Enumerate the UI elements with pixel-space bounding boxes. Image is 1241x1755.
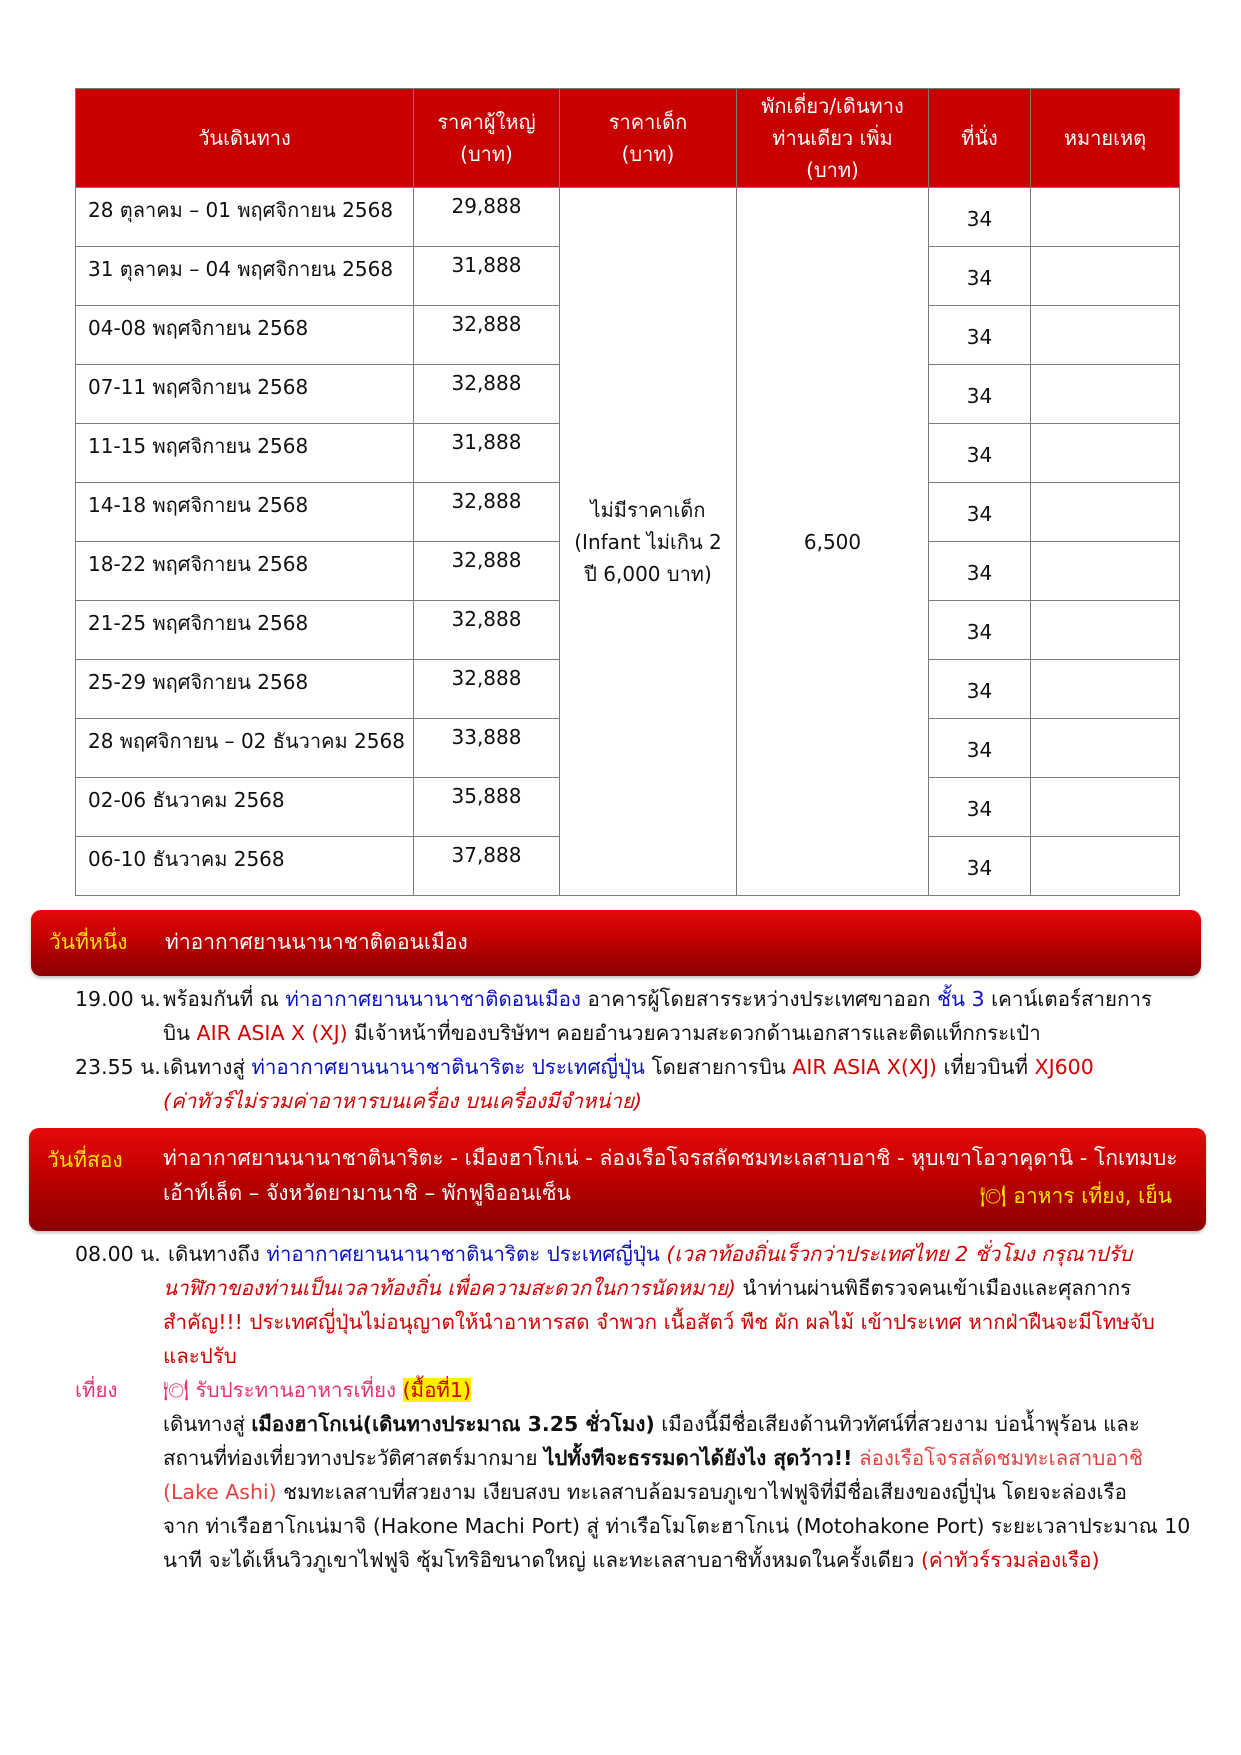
- remark: [1031, 660, 1180, 719]
- seats: 34: [929, 778, 1031, 837]
- day2-time-1: 08.00 น.: [75, 1242, 161, 1266]
- remark: [1031, 247, 1180, 306]
- header-single-supplement: พักเดี่ยว/เดินทาง ท่านเดียว เพิ่ม (บาท): [737, 89, 929, 188]
- day2-entry-1-line-3: สำคัญ!!! ประเทศญี่ปุ่นไม่อนุญาตให้นำอาหารสด จำพวก เนื้อสัตว์ พืช ผัก ผลไม้ เข้าประเทศ หากฝ่าฝืนจะมีโทษจับ: [163, 1310, 1155, 1334]
- header-date: วันเดินทาง: [76, 89, 414, 188]
- day2-meals: 🍽 อาหาร เที่ยง, เย็น: [979, 1184, 1172, 1208]
- remark: [1031, 601, 1180, 660]
- seats: 34: [929, 660, 1031, 719]
- day1-time-2: 23.55 น.: [75, 1055, 161, 1079]
- remark: [1031, 837, 1180, 896]
- remark: [1031, 306, 1180, 365]
- remark: [1031, 424, 1180, 483]
- remark: [1031, 365, 1180, 424]
- adult-price: 32,888: [414, 660, 560, 719]
- day2-entry-1-line-2: นาฬิกาของท่านเป็นเวลาท้องถิ่น เพื่อความสะดวกในการนัดหมาย) นำท่านผ่านพิธีตรวจคนเข้าเมืองและศุลกากร: [163, 1276, 1132, 1300]
- day1-label: วันที่หนึ่ง: [49, 930, 128, 954]
- day1-entry-1-line-2: บิน AIR ASIA X (XJ) มีเจ้าหน้าที่ของบริษัทฯ คอยอำนวยความสะดวกด้านเอกสารและติดแท็กกระเป๋า: [163, 1021, 1041, 1045]
- seats: 34: [929, 306, 1031, 365]
- day2-time-noon: เที่ยง: [75, 1378, 118, 1402]
- adult-price: 32,888: [414, 365, 560, 424]
- single-supplement-cell: 6,500: [737, 188, 929, 896]
- day2-entry-2-line-4: (Lake Ashi) ชมทะเลสาบที่สวยงาม เงียบสงบ ทะเลสาบล้อมรอบภูเขาไฟฟูจิที่มีชื่อเสียงของญี่ปุ่น โดยจะล่องเรือ: [163, 1480, 1127, 1504]
- seats: 34: [929, 188, 1031, 247]
- day1-entry-2-note: (ค่าทัวร์ไม่รวมค่าอาหารบนเครื่อง บนเครื่องมีจำหน่าย): [163, 1089, 642, 1113]
- travel-date: 07-11 พฤศจิกายน 2568: [76, 365, 414, 424]
- adult-price: 33,888: [414, 719, 560, 778]
- adult-price: 32,888: [414, 601, 560, 660]
- adult-price: 32,888: [414, 542, 560, 601]
- table-header-row: [76, 89, 1180, 188]
- seats: 34: [929, 424, 1031, 483]
- seats: 34: [929, 837, 1031, 896]
- day1-entry-1-line-1: พร้อมกันที่ ณ ท่าอากาศยานนานาชาติดอนเมือง อาคารผู้โดยสารระหว่างประเทศขาออก ชั้น 3 เคาน์เตอร์สายการ: [163, 987, 1152, 1011]
- seats: 34: [929, 542, 1031, 601]
- travel-date: 21-25 พฤศจิกายน 2568: [76, 601, 414, 660]
- remark: [1031, 483, 1180, 542]
- day2-entry-1-line-4: และปรับ: [163, 1344, 237, 1368]
- seats: 34: [929, 247, 1031, 306]
- lunch-text: 🍽 รับประทานอาหารเที่ยง: [163, 1378, 403, 1402]
- table-row: [76, 188, 1180, 247]
- travel-date: 14-18 พฤศจิกายน 2568: [76, 483, 414, 542]
- day1-title: ท่าอากาศยานนานาชาติดอนเมือง: [165, 930, 468, 954]
- header-child-price: ราคาเด็ก (บาท): [560, 89, 737, 188]
- meal-number-badge: (มื้อที่1): [402, 1378, 471, 1402]
- header-seats: ที่นั่ง: [929, 89, 1031, 188]
- adult-price: 35,888: [414, 778, 560, 837]
- remark: [1031, 778, 1180, 837]
- travel-date: 04-08 พฤศจิกายน 2568: [76, 306, 414, 365]
- day2-entry-2-line-3: สถานที่ท่องเที่ยวทางประวัติศาสตร์มากมาย ไปทั้งทีจะธรรมดาได้ยังไง สุดว้าว!! ล่องเรือโจรสลัดชมทะเลสาบอาชิ: [163, 1446, 1143, 1470]
- price-table: [75, 88, 1180, 896]
- seats: 34: [929, 365, 1031, 424]
- remark: [1031, 188, 1180, 247]
- day2-entry-2-line-2: เดินทางสู่ เมืองฮาโกเน่(เดินทางประมาณ 3.25 ชั่วโมง) เมืองนี้มีชื่อเสียงด้านทิวทัศน์ที่สวยงาม บ่อน้ำพุร้อน และ: [163, 1412, 1140, 1436]
- day1-banner: [31, 910, 1201, 976]
- day2-entry-2-line-5: จาก ท่าเรือฮาโกเน่มาจิ (Hakone Machi Port) สู่ ท่าเรือโมโตะฮาโกเน่ (Motohakone Port) ระยะเวลาประมาณ 10: [163, 1514, 1191, 1538]
- adult-price: 31,888: [414, 424, 560, 483]
- seats: 34: [929, 483, 1031, 542]
- seats: 34: [929, 601, 1031, 660]
- price-table-body: [76, 188, 1180, 896]
- day2-label: วันที่สอง: [47, 1148, 123, 1172]
- travel-date: 18-22 พฤศจิกายน 2568: [76, 542, 414, 601]
- child-price-cell: ไม่มีราคาเด็ก (Infant ไม่เกิน 2 ปี 6,000 บาท): [560, 188, 737, 896]
- remark: [1031, 719, 1180, 778]
- header-remarks: หมายเหตุ: [1031, 89, 1180, 188]
- remark: [1031, 542, 1180, 601]
- travel-date: 11-15 พฤศจิกายน 2568: [76, 424, 414, 483]
- travel-date: 02-06 ธันวาคม 2568: [76, 778, 414, 837]
- adult-price: 32,888: [414, 306, 560, 365]
- travel-date: 28 พฤศจิกายน – 02 ธันวาคม 2568: [76, 719, 414, 778]
- header-adult-price: ราคาผู้ใหญ่ (บาท): [414, 89, 560, 188]
- seats: 34: [929, 719, 1031, 778]
- day1-entry-2-line-1: เดินทางสู่ ท่าอากาศยานนานาชาตินาริตะ ประเทศญี่ปุ่น โดยสายการบิน AIR ASIA X(XJ) เที่ยวบินที่ XJ600: [163, 1055, 1094, 1079]
- travel-date: 28 ตุลาคม – 01 พฤศจิกายน 2568: [76, 188, 414, 247]
- day2-title: ท่าอากาศยานนานาชาตินาริตะ - เมืองฮาโกเน่ - ล่องเรือโจรสลัดชมทะเลสาบอาชิ - หุบเขาโอวาคุดานิ - โกเทมบะ เอ้าท์เล็ต – จังหวัดยามานาชิ – พักฟูจิออนเซ็น: [163, 1146, 1178, 1205]
- day1-time-1: 19.00 น.: [75, 987, 161, 1011]
- day2-entry-2-line-6: นาที จะได้เห็นวิวภูเขาไฟฟูจิ ซุ้มโทริอิขนาดใหญ่ และทะเลสาบอาชิทั้งหมดในครั้งเดียว (ค่าทัวร์รวมล่องเรือ): [163, 1548, 1100, 1572]
- day2-lunch-line: [163, 1373, 471, 1407]
- day2-entry-1-line-1: เดินทางถึง ท่าอากาศยานนานาชาตินาริตะ ประเทศญี่ปุ่น (เวลาท้องถิ่นเร็วกว่าประเทศไทย 2 ชั่วโมง กรุณาปรับ: [168, 1242, 1133, 1266]
- travel-date: 06-10 ธันวาคม 2568: [76, 837, 414, 896]
- adult-price: 31,888: [414, 247, 560, 306]
- adult-price: 29,888: [414, 188, 560, 247]
- adult-price: 37,888: [414, 837, 560, 896]
- travel-date: 31 ตุลาคม – 04 พฤศจิกายน 2568: [76, 247, 414, 306]
- travel-date: 25-29 พฤศจิกายน 2568: [76, 660, 414, 719]
- day2-banner: [29, 1128, 1206, 1231]
- adult-price: 32,888: [414, 483, 560, 542]
